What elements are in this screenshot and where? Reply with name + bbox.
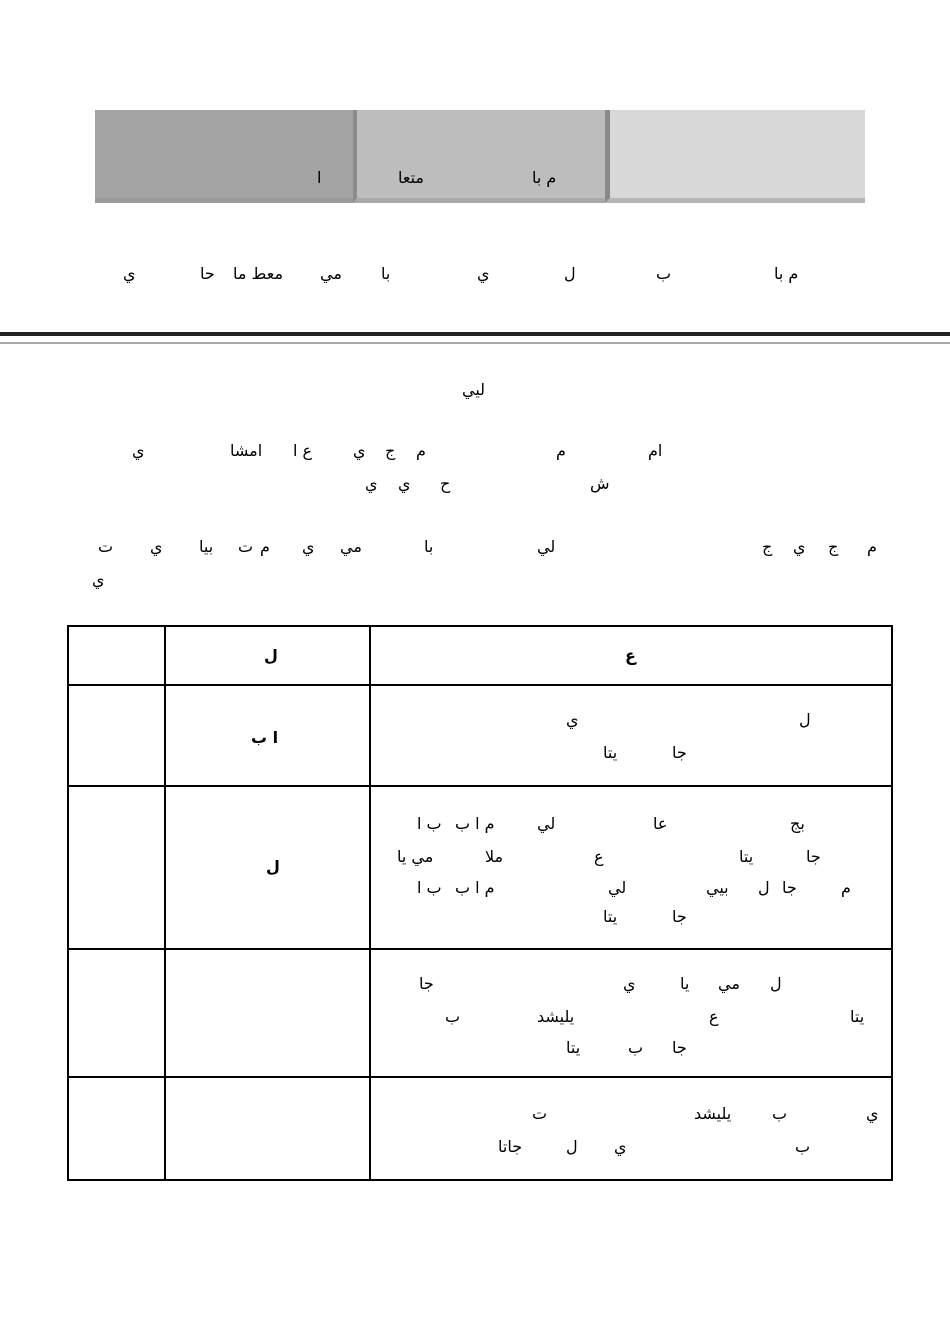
table-cell-word: يتا <box>739 847 754 866</box>
paragraph-word: ي <box>302 537 315 556</box>
paragraph-word: بيا <box>199 537 214 556</box>
paragraph-word: ي <box>353 441 366 460</box>
subtitle-part: ي <box>477 264 490 283</box>
paragraph-word: با <box>424 537 434 556</box>
table-col-divider <box>164 627 166 1179</box>
table-cell-word: م ا ب <box>455 878 495 897</box>
subtitle-part: حا <box>200 264 215 283</box>
table-cell-word: يا <box>680 974 690 993</box>
header-tab-2-label-a: متعا <box>398 168 424 187</box>
header-tab-1 <box>95 110 353 203</box>
table-cell-word: جا <box>806 847 821 866</box>
paragraph-word: ش <box>590 474 610 493</box>
table-cell-word: ب <box>772 1104 788 1123</box>
subtitle-part: ي <box>123 264 136 283</box>
table-header-a: ع <box>625 646 636 665</box>
table-cell-word: ب <box>628 1038 644 1057</box>
table-cell-word: مي يا <box>397 847 434 866</box>
table-cell-word: جاتا <box>498 1137 523 1156</box>
paragraph-word: ج <box>828 537 839 556</box>
paragraph-word: ج <box>762 537 773 556</box>
paragraph-word: ي <box>398 474 411 493</box>
paragraph-word: امشا <box>230 441 263 460</box>
divider-thick <box>0 332 950 336</box>
table-cell-word: ت <box>532 1104 548 1123</box>
header-tab-2-label-b: م با <box>532 168 557 187</box>
table-cell-word: ب <box>445 1007 461 1026</box>
table-cell-word: ب ا <box>417 814 442 833</box>
table-cell-word: بج <box>790 814 805 833</box>
table-cell-word: ل <box>566 1137 578 1156</box>
paragraph-word: ع ا <box>293 441 313 460</box>
table-cell-word: لي <box>537 814 556 833</box>
section-title: ليي <box>462 380 486 399</box>
table-row-divider <box>69 948 891 950</box>
paragraph-word: ي <box>132 441 145 460</box>
table-cell-word: م ا ب <box>455 814 495 833</box>
paragraph-word: ي <box>365 474 378 493</box>
table-cell-word: يتا <box>850 1007 865 1026</box>
table-cell-word: يتا <box>603 743 618 762</box>
table-cell-word: ي <box>866 1104 879 1123</box>
info-table <box>67 625 893 1181</box>
table-cell-word: ع <box>594 847 604 866</box>
paragraph-word: م <box>867 537 877 556</box>
table-header-b: ل <box>264 646 278 665</box>
subtitle-part: م با <box>774 264 799 283</box>
table-cell-word: يتا <box>566 1038 581 1057</box>
paragraph-word: م <box>416 441 426 460</box>
table-cell-label: ا ب <box>251 728 279 747</box>
table-cell-word: ل <box>758 878 770 897</box>
header-tab-3 <box>605 110 865 203</box>
header-tab-2 <box>353 110 605 203</box>
table-cell-word: عا <box>653 814 668 833</box>
paragraph-word: ج <box>385 441 396 460</box>
paragraph-word: لي <box>537 537 556 556</box>
subtitle-part: معط ما <box>233 264 284 283</box>
subtitle-part: ب <box>656 264 672 283</box>
header-tab-1-label: ا <box>317 168 322 187</box>
table-cell-word: جا <box>672 907 687 926</box>
table-cell-word: ي <box>614 1137 627 1156</box>
table-cell-word: ب <box>795 1137 811 1156</box>
table-cell-word: ي <box>566 710 579 729</box>
table-cell-word: ملا <box>485 847 504 866</box>
table-cell-word: لي <box>608 878 627 897</box>
paragraph-word: م <box>260 537 270 556</box>
header-tabs <box>95 110 865 203</box>
subtitle-part: با <box>381 264 391 283</box>
paragraph-word: ي <box>150 537 163 556</box>
table-row-divider <box>69 1076 891 1078</box>
table-cell-word: جا <box>419 974 434 993</box>
table-row-divider <box>69 785 891 787</box>
paragraph-word: ت <box>238 537 254 556</box>
table-cell-word: يليشد <box>694 1104 732 1123</box>
table-row-divider <box>69 684 891 686</box>
table-cell-word: مي <box>718 974 740 993</box>
table-cell-word: بيي <box>706 878 729 897</box>
table-cell-word: يتا <box>603 907 618 926</box>
table-cell-word: م <box>841 878 851 897</box>
table-cell-word: جا <box>672 743 687 762</box>
table-cell-word: ي <box>623 974 636 993</box>
divider-thin <box>0 342 950 344</box>
paragraph-word: ت <box>98 537 114 556</box>
paragraph-word: ام <box>648 441 663 460</box>
subtitle-part: ل <box>564 264 576 283</box>
paragraph-word: م <box>556 441 566 460</box>
table-cell-word: ل <box>799 710 811 729</box>
table-cell-word: ع <box>709 1007 719 1026</box>
table-cell-word: ل <box>770 974 782 993</box>
table-cell-word: ب ا <box>417 878 442 897</box>
table-cell-word: جا <box>672 1038 687 1057</box>
subtitle-part: مي <box>320 264 342 283</box>
table-cell-word: يليشد <box>537 1007 575 1026</box>
paragraph-word: ي <box>92 570 105 589</box>
table-cell-word: جا <box>782 878 797 897</box>
table-cell-label: ل <box>266 857 280 876</box>
table-col-divider <box>369 627 371 1179</box>
paragraph-word: ي <box>793 537 806 556</box>
paragraph-word: مي <box>340 537 362 556</box>
paragraph-word: ح <box>440 474 451 493</box>
